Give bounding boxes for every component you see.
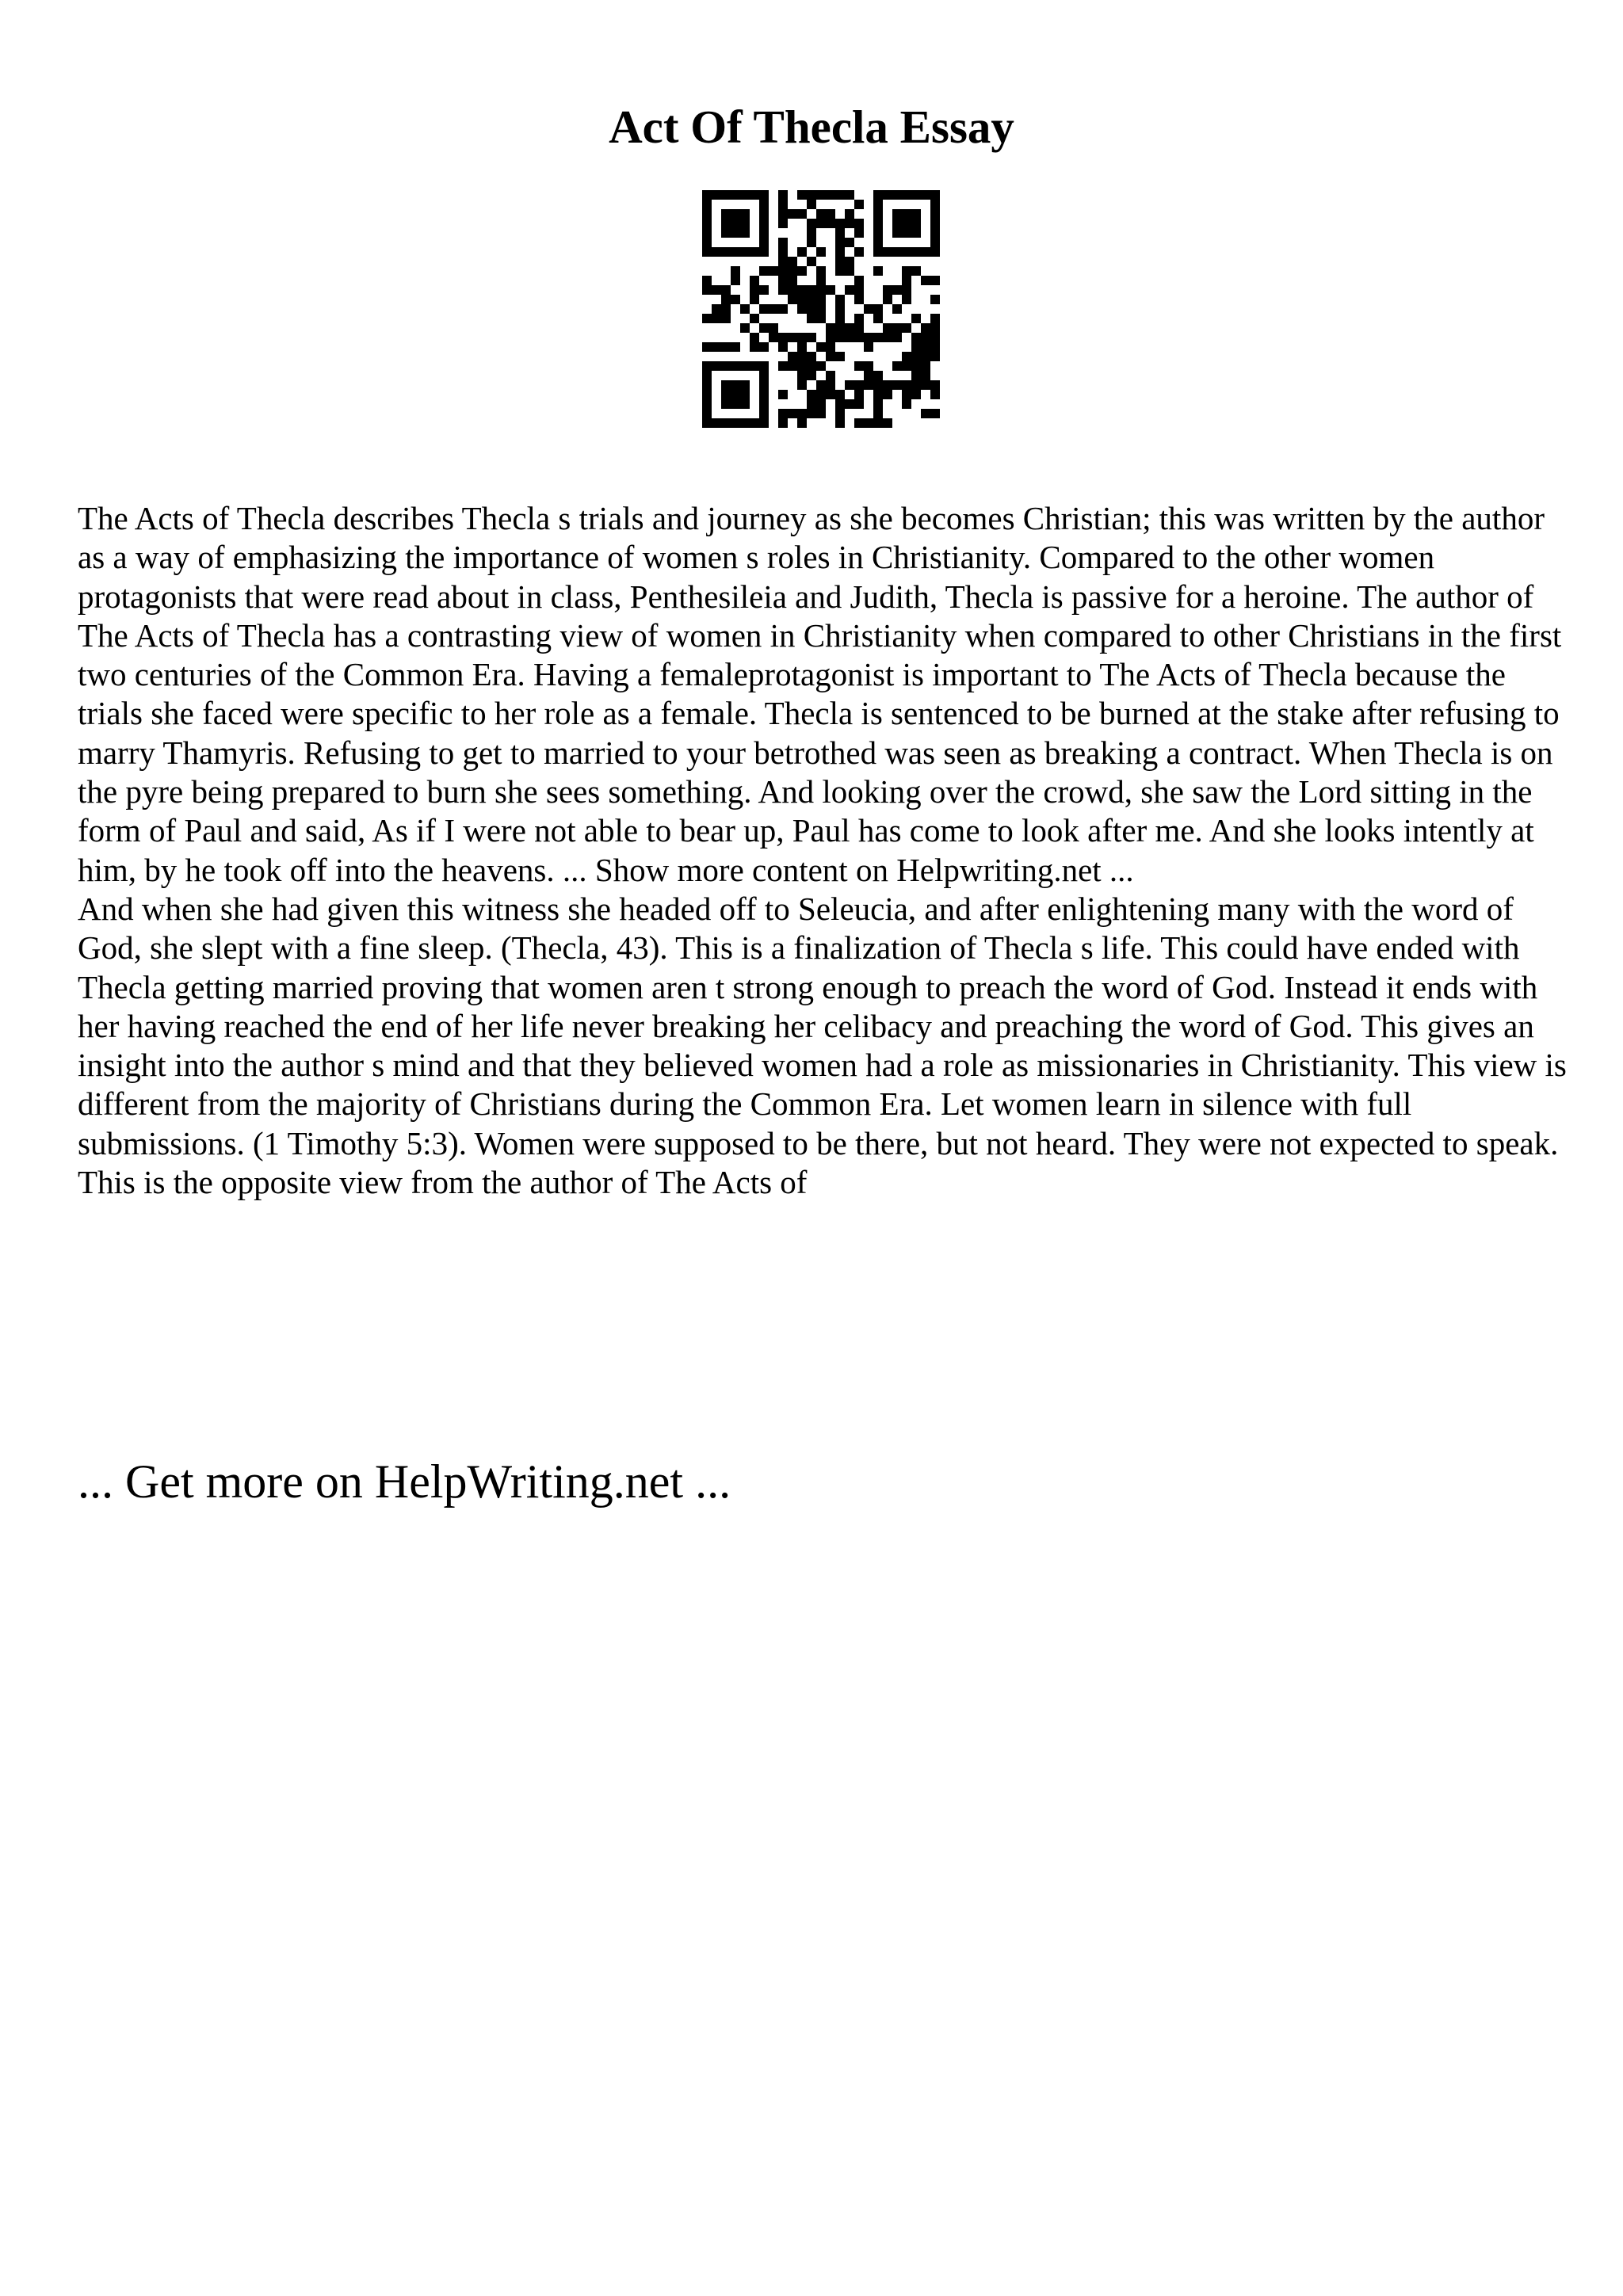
essay-body <box>78 499 1568 1202</box>
qr-code-icon <box>702 190 940 428</box>
essay-paragraph-2: And when she had given this witness she headed off to Seleucia, and after enlightening many with the word of God, she slept with a fine sleep. (Thecla, 43). This is a finalization of Thecla s life. This could have ended with Thecla getting married proving that women aren t strong enough to preach the word of God. Instead it ends with her having reached the end of her life never breaking her celibacy and preaching the word of God. This gives an insight into the author s mind and that they believed women had a role as missionaries in Christianity. This view is different from the majority of Christians during the Common Era. Let women learn in silence with full submissions. (1 Timothy 5:3). Women were supposed to be there, but not heard. They were not expected to speak. This is the opposite view from the author of The Acts of <box>78 890 1567 1201</box>
get-more-link[interactable]: ... Get more on HelpWriting.net ... <box>78 1455 731 1508</box>
essay-paragraph-1: The Acts of Thecla describes Thecla s trials and journey as she becomes Christian; this was written by the author as a way of emphasizing the importance of women s roles in Christianity. Compared to the other women protagonists that were read about in class, Penthesileia and Judith, Thecla is passive for a heroine. The author of The Acts of Thecla has a contrasting view of women in Christianity when compared to other Christians in the first two centuries of the Common Era. Having a femaleprotagonist is important to The Acts of Thecla because the trials she faced were specific to her role as a female. Thecla is sentenced to be burned at the stake after refusing to marry Thamyris. Refusing to get to married to your betrothed was seen as breaking a contract. When Thecla is on the pyre being prepared to burn she sees something. And looking over the crowd, she saw the Lord sitting in the form of Paul and said, As if I were not able to bear up, Paul has come to look after me. And she looks intently at him, by he took off into the heavens. ... Show more content on Helpwriting.net ... <box>78 500 1562 888</box>
page-title: Act Of Thecla Essay <box>609 101 1014 153</box>
